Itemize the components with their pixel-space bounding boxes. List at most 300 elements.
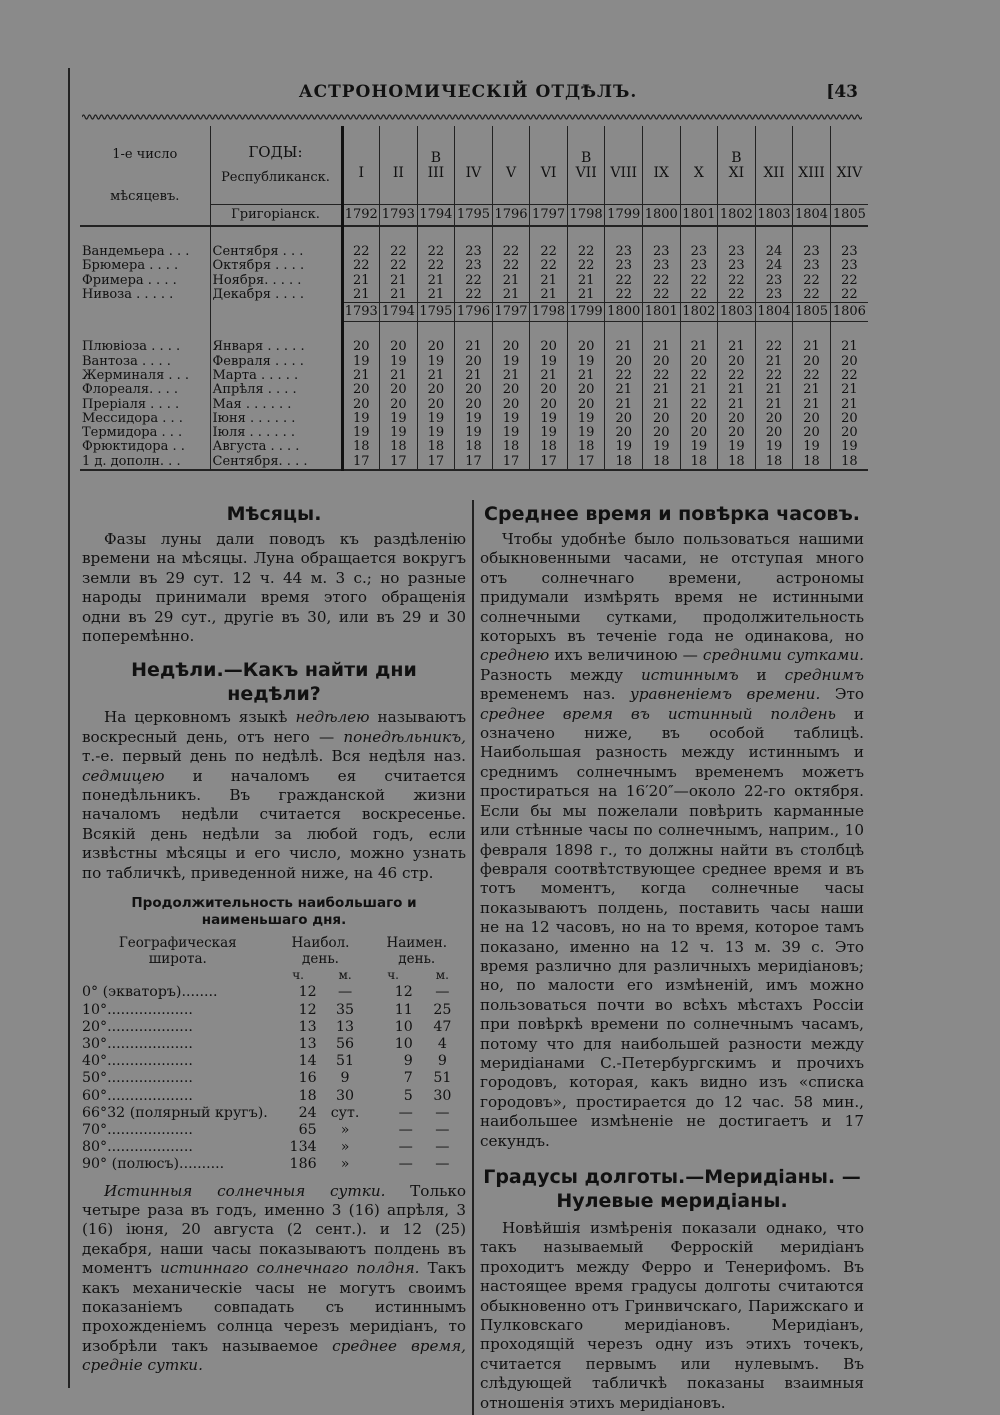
year-cell: 1803 — [755, 205, 793, 227]
daylength-row — [82, 1105, 466, 1122]
day-cell: 20 — [755, 412, 793, 426]
daylength-nh: — — [398, 1156, 413, 1173]
day-cell: 20 — [567, 383, 605, 397]
day-cell: 18 — [718, 455, 756, 470]
day-cell: 20 — [417, 397, 455, 411]
republican-month: Преріаля . . . . — [82, 397, 180, 412]
day-cell: 19 — [455, 426, 493, 440]
year-cell: 1793 — [342, 303, 380, 322]
year-cell: 1800 — [643, 205, 681, 227]
true-solar-text: Истинныя солнечныя сутки. Только четыре раза въ годъ, именно 3 (16) апрѣля, 3 (16) іюня, 20 августа (2 сент.). и 12 (25) декабря, наши часы показываютъ полдень въ моментъ истиннаго солнечнаго полдня. Такъ какъ механическіе часы не могутъ своимъ показаніемъ совпадать съ истиннымъ прохожденіемъ солнца черезъ меридіанъ, то изобрѣли такъ называемое среднее время, средніе сутки. — [82, 1181, 467, 1375]
year-number-header: XII — [755, 126, 793, 205]
day-cell: 18 — [793, 455, 831, 470]
section-title: АСТРОНОМИЧЕСКІЙ ОТДѢЛЪ. — [298, 82, 638, 102]
day-cell: 22 — [342, 259, 380, 273]
day-cell: 21 — [530, 274, 568, 288]
republican-month: Термидора . . . — [82, 425, 183, 441]
year-cell: 1802 — [680, 303, 718, 322]
day-cell: 19 — [567, 354, 605, 368]
day-cell: 23 — [643, 245, 681, 259]
day-cell: 23 — [755, 274, 793, 288]
day-cell: 22 — [680, 397, 718, 411]
day-cell: 23 — [718, 259, 756, 273]
year-cell: 1795 — [417, 303, 455, 322]
day-cell: 18 — [417, 440, 455, 454]
day-cell: 20 — [380, 340, 418, 354]
day-cell: 20 — [643, 354, 681, 368]
year-cell: 1796 — [492, 205, 530, 227]
day-cell: 22 — [567, 245, 605, 259]
day-cell: 22 — [643, 274, 681, 288]
daylength-mh: 13 — [298, 1035, 317, 1052]
day-cell: 21 — [718, 340, 756, 354]
running-header — [68, 78, 868, 108]
year-number-header: IV — [455, 126, 493, 205]
calendar-row — [80, 340, 868, 354]
year-cell: 1793 — [380, 205, 418, 227]
calendar-row — [80, 412, 868, 426]
republican-month: Фрюктидора . . — [82, 440, 185, 455]
gregorian-month: Апрѣля . . . . — [210, 383, 342, 397]
daylength-mh: 12 — [298, 984, 317, 1001]
day-cell: 19 — [530, 354, 568, 368]
daylength-mm: сут. — [330, 1104, 360, 1121]
day-cell: 22 — [718, 288, 756, 303]
year-cell: 1797 — [492, 303, 530, 322]
day-cell: 21 — [643, 397, 681, 411]
day-cell: 20 — [830, 354, 868, 368]
republican-month: Фримера . . . . — [82, 273, 177, 288]
calendar-row — [80, 288, 868, 303]
day-cell: 21 — [492, 274, 530, 288]
daylength-mh: 134 — [289, 1139, 317, 1156]
day-cell: 19 — [417, 354, 455, 368]
gregorian-month: Сентября. . . . — [210, 455, 342, 470]
day-cell: 19 — [530, 412, 568, 426]
day-cell: 20 — [567, 397, 605, 411]
year-cell: 1799 — [567, 303, 605, 322]
daylength-lat: 40°................... — [82, 1053, 193, 1070]
daylength-mm: — — [337, 984, 353, 1001]
day-cell: 19 — [342, 426, 380, 440]
first-day-label: 1-е число — [112, 146, 178, 162]
day-cell: 20 — [680, 354, 718, 368]
daylength-row — [82, 984, 466, 1001]
republican-month: Вантоза . . . . — [82, 354, 171, 369]
day-cell: 21 — [567, 274, 605, 288]
year-number-header: V — [492, 126, 530, 205]
day-cell: 20 — [342, 383, 380, 397]
daylength-row — [82, 1088, 466, 1105]
day-cell: 18 — [680, 455, 718, 470]
unit-m: м. — [435, 968, 449, 983]
unit-m: м. — [338, 968, 352, 983]
calendar-row — [80, 383, 868, 397]
year-number-header: IX — [643, 126, 681, 205]
day-cell: 22 — [643, 369, 681, 383]
daylength-lat: 60°................... — [82, 1087, 193, 1104]
column-divider — [472, 500, 474, 1415]
day-cell: 21 — [530, 288, 568, 303]
day-cell: 21 — [793, 383, 831, 397]
day-cell: 22 — [643, 288, 681, 303]
day-cell: 21 — [680, 340, 718, 354]
day-cell: 22 — [830, 369, 868, 383]
first-day-header — [80, 126, 210, 226]
day-cell: 22 — [455, 274, 493, 288]
daylength-lat: 66°32 (полярный кругъ). — [82, 1104, 268, 1121]
daylength-nh: 9 — [403, 1053, 413, 1070]
year-cell: 1801 — [680, 205, 718, 227]
day-cell: 19 — [830, 440, 868, 454]
day-cell: 23 — [605, 259, 643, 273]
day-cell: 17 — [342, 455, 380, 470]
day-cell: 18 — [830, 455, 868, 470]
day-cell: 23 — [793, 259, 831, 273]
day-cell: 22 — [830, 288, 868, 303]
day-cell: 20 — [643, 412, 681, 426]
year-number-header: В VII — [567, 126, 605, 205]
daylength-nm: 47 — [433, 1018, 452, 1035]
calendar-table — [80, 126, 868, 471]
year-cell: 1801 — [643, 303, 681, 322]
day-cell: 21 — [643, 340, 681, 354]
day-cell: 22 — [718, 369, 756, 383]
day-cell: 23 — [455, 245, 493, 259]
day-cell: 19 — [492, 426, 530, 440]
year-cell: 1806 — [830, 303, 868, 322]
day-cell: 22 — [530, 245, 568, 259]
daylength-table — [82, 935, 466, 1173]
day-cell: 18 — [567, 440, 605, 454]
year-cell: 1795 — [455, 205, 493, 227]
daylength-row — [82, 1139, 466, 1156]
daylength-mh: 12 — [298, 1001, 317, 1018]
day-cell: 22 — [342, 245, 380, 259]
day-cell: 23 — [643, 259, 681, 273]
gregorian-month: Августа . . . . — [210, 440, 342, 454]
day-cell: 21 — [605, 397, 643, 411]
day-cell: 22 — [755, 340, 793, 354]
daylength-nm: 51 — [433, 1070, 452, 1087]
left-column — [82, 500, 466, 1376]
day-cell: 20 — [530, 397, 568, 411]
day-cell: 19 — [417, 412, 455, 426]
daylength-mh: 65 — [298, 1121, 317, 1138]
year-cell: 1794 — [380, 303, 418, 322]
daylength-nm: 4 — [437, 1035, 447, 1052]
months-heading: Мѣсяцы. — [226, 503, 322, 525]
day-cell: 18 — [455, 440, 493, 454]
day-cell: 20 — [530, 340, 568, 354]
day-cell: 19 — [380, 426, 418, 440]
day-cell: 21 — [680, 383, 718, 397]
weeks-heading: Недѣли.—Какъ найти дни недѣли? — [131, 659, 417, 706]
daylength-nm: — — [435, 1121, 450, 1138]
day-cell: 19 — [417, 426, 455, 440]
meridians-heading: Градусы долготы.—Меридіаны. — Нулевые меридіаны. — [483, 1166, 861, 1212]
daylength-mm: 35 — [336, 1001, 355, 1018]
day-cell: 19 — [342, 354, 380, 368]
day-cell: 22 — [830, 274, 868, 288]
republican-month: Брюмера . . . . — [82, 259, 179, 274]
day-cell: 21 — [455, 340, 493, 354]
day-cell: 22 — [680, 274, 718, 288]
day-cell: 23 — [755, 288, 793, 303]
day-cell: 21 — [718, 397, 756, 411]
day-cell: 20 — [793, 412, 831, 426]
daylength-mm: » — [340, 1156, 350, 1173]
day-cell: 23 — [718, 245, 756, 259]
day-cell: 22 — [567, 259, 605, 273]
daylength-nh: 5 — [403, 1087, 413, 1104]
republican-month: Жерминаля . . . — [82, 368, 190, 383]
gregorian-month: Ноября. . . . . — [210, 274, 342, 288]
republican-month: Флореаля. . . . — [82, 383, 179, 398]
day-cell: 23 — [605, 245, 643, 259]
daylength-lat: 50°................... — [82, 1070, 193, 1087]
daylength-lat: 10°................... — [82, 1001, 193, 1018]
day-cell: 19 — [718, 440, 756, 454]
daylength-mm: 13 — [336, 1018, 355, 1035]
daylength-lat: 80°................... — [82, 1139, 193, 1156]
day-cell: 22 — [680, 369, 718, 383]
daylength-mm: 9 — [340, 1070, 350, 1087]
day-cell: 20 — [830, 412, 868, 426]
daylength-mh: 24 — [298, 1104, 317, 1121]
daylength-nh: 10 — [394, 1018, 413, 1035]
day-cell: 20 — [417, 383, 455, 397]
day-cell: 18 — [755, 455, 793, 470]
year-number-header: В III — [417, 126, 455, 205]
day-cell: 23 — [793, 245, 831, 259]
republican-month: 1 д. дополн. . . — [80, 455, 210, 470]
day-cell: 21 — [530, 369, 568, 383]
calendar-row — [80, 440, 868, 454]
col-max: Наибол. день. — [291, 935, 350, 968]
year-number-header: VIII — [605, 126, 643, 205]
year-number-header: XIII — [793, 126, 831, 205]
day-cell: 19 — [605, 440, 643, 454]
years-label: ГОДЫ: — [248, 143, 303, 161]
day-cell: 21 — [793, 397, 831, 411]
daylength-row — [82, 1002, 466, 1019]
day-cell: 19 — [380, 412, 418, 426]
republican-month: Мессидора . . . — [82, 411, 183, 426]
daylength-mh: 186 — [289, 1156, 317, 1173]
day-cell: 20 — [492, 340, 530, 354]
day-cell: 19 — [342, 412, 380, 426]
day-cell: 21 — [567, 369, 605, 383]
day-cell: 22 — [530, 259, 568, 273]
meridians-text: Новѣйшія измѣренія показали однако, что такъ называемый Ферроскій меридіанъ проходитъ между Ферро и Тенерифомъ. Въ настоящее время градусы долготы считаются обыкновенно отъ Гринвичскаго, Парижскаго и Пулковскаго меридіановъ. Меридіанъ, проходящій черезъ одну изъ этихъ точекъ, считается первымъ или нулевымъ. Въ слѣдующей табличкѣ показаны взаимныя отношенія этихъ меридіановъ. — [480, 1219, 864, 1412]
year-cell: 1798 — [530, 303, 568, 322]
day-cell: 20 — [455, 383, 493, 397]
day-cell: 21 — [605, 340, 643, 354]
year-number-header: VI — [530, 126, 568, 205]
gregorian-month: Іюня . . . . . . — [210, 412, 342, 426]
day-cell: 21 — [417, 288, 455, 303]
day-cell: 21 — [342, 369, 380, 383]
daylength-nm: 9 — [437, 1053, 447, 1070]
day-cell: 21 — [793, 340, 831, 354]
day-cell: 20 — [793, 426, 831, 440]
daylength-mh: 16 — [298, 1070, 317, 1087]
day-cell: 22 — [718, 274, 756, 288]
daylength-lat: 20°................... — [82, 1018, 193, 1035]
year-cell: 1805 — [830, 205, 868, 227]
year-cell: 1799 — [605, 205, 643, 227]
meantime-text: Чтобы удобнѣе было пользоваться нашими обыкновенными часами, не отступая много отъ солнечнаго времени, астрономы придумали измѣрять время не истинными солнечными сутками, продолжительность которыхъ въ теченіе года не одинакова, но среднею ихъ величиною — средними сутками. Разность между истиннымъ и среднимъ временемъ наз. уравненіемъ времени. Это среднее время въ истинный полдень и означено ниже, въ особой таблицѣ. Наибольшая разность между истиннымъ и среднимъ солнечнымъ временемъ можетъ простираться на 16′20″—около 22-го октября. Если бы мы пожелали повѣрить карманные или стѣнные часы по солнечнымъ, наприм., 10 февраля 1898 г., то должны найти въ столбцѣ февраля соотвѣтствующее среднее время и въ тотъ моментъ, когда солнечные часы показываютъ полдень, поставить часы наши не на 12 часовъ, но на то время, которое тамъ показано, именно на 12 ч. 13 м. 39 с. Это время различно для различныхъ меридіановъ; но, по малости его измѣненій, имъ можно пользоваться почти во всѣхъ мѣстахъ Россіи при повѣркѣ времени по солнечнымъ часамъ, потому что для наибольшей разности между меридіанами С.-Петербургскимъ и прочихъ городовъ, которая, какъ видно изъ «списка городовъ», простирается до 12 час. 58 мин., наибольшее измѣненіе не достигаетъ и 17 секундъ. — [480, 530, 865, 1150]
day-cell: 20 — [643, 426, 681, 440]
day-cell: 19 — [567, 426, 605, 440]
day-cell: 17 — [530, 455, 568, 470]
day-cell: 22 — [605, 369, 643, 383]
daylength-nh: — — [398, 1121, 413, 1138]
daylength-nh: 10 — [394, 1035, 413, 1052]
page-number: [43 — [826, 82, 858, 102]
day-cell: 17 — [380, 455, 418, 470]
day-cell: 20 — [530, 383, 568, 397]
daylength-lat: 70°................... — [82, 1121, 193, 1138]
unit-h: ч. — [292, 968, 304, 983]
daylength-row — [82, 1070, 466, 1087]
day-cell: 23 — [680, 259, 718, 273]
day-cell: 22 — [605, 274, 643, 288]
day-cell: 20 — [417, 340, 455, 354]
day-cell: 22 — [605, 288, 643, 303]
day-cell: 18 — [530, 440, 568, 454]
day-cell: 22 — [793, 369, 831, 383]
meantime-heading: Среднее время и повѣрка часовъ. — [484, 503, 860, 525]
calendar-row — [80, 455, 868, 470]
daylength-row — [82, 1156, 466, 1173]
day-cell: 21 — [755, 354, 793, 368]
year-cell: 1797 — [530, 205, 568, 227]
day-cell: 21 — [830, 397, 868, 411]
year-cell: 1803 — [718, 303, 756, 322]
day-cell: 21 — [755, 397, 793, 411]
page — [68, 68, 868, 1412]
republican-month: Плювіоза . . . . — [82, 340, 181, 355]
year-number-header: XIV — [830, 126, 868, 205]
year-cell: 1804 — [793, 205, 831, 227]
day-cell: 20 — [380, 383, 418, 397]
day-cell: 18 — [492, 440, 530, 454]
daylength-row — [82, 1019, 466, 1036]
day-cell: 19 — [755, 440, 793, 454]
calendar-row — [80, 369, 868, 383]
calendar-row — [80, 274, 868, 288]
year-cell: 1798 — [567, 205, 605, 227]
day-cell: 21 — [567, 288, 605, 303]
weeks-text: На церковномъ языкѣ недѣлею называютъ воскресный день, отъ него — понедѣльникъ, т.-е. первый день по недѣлѣ. Вся недѣля наз. седмицею и началомъ ея считается понедѣльникъ. Въ гражданской жизни началомъ недѣли считается воскресенье. Всякій день недѣли за любой годъ, если извѣстны мѣсяцы и его число, можно узнать по табличкѣ, приведенной ниже, на 46 стр. — [82, 708, 466, 882]
calendar-row — [80, 397, 868, 411]
year-number-header: X — [680, 126, 718, 205]
day-cell: 23 — [830, 259, 868, 273]
calendar-row — [80, 426, 868, 440]
day-cell: 22 — [680, 288, 718, 303]
day-cell: 21 — [643, 383, 681, 397]
daylength-lat: 30°................... — [82, 1035, 193, 1052]
day-cell: 23 — [680, 245, 718, 259]
day-cell: 20 — [380, 397, 418, 411]
day-cell: 17 — [455, 455, 493, 470]
day-cell: 21 — [380, 274, 418, 288]
day-cell: 20 — [755, 426, 793, 440]
wavy-rule — [82, 112, 862, 122]
year-cell: 1802 — [718, 205, 756, 227]
day-cell: 20 — [718, 412, 756, 426]
day-cell: 20 — [718, 426, 756, 440]
day-cell: 19 — [793, 440, 831, 454]
day-cell: 19 — [380, 354, 418, 368]
gregorian-month: Марта . . . . . — [210, 369, 342, 383]
day-cell: 17 — [417, 455, 455, 470]
day-cell: 20 — [830, 426, 868, 440]
day-cell: 24 — [755, 245, 793, 259]
day-cell: 24 — [755, 259, 793, 273]
months-text: Фазы луны дали поводъ къ раздѣленію времени на мѣсяцы. Луна обращается вокругъ земли въ 29 сут. 12 ч. 44 м. 3 с.; но разные народы принимали время этого обращенія одни въ 29 сут., другіе въ 30, или въ 29 и 30 поперемѣнно. — [82, 530, 466, 646]
unit-h: ч. — [387, 968, 399, 983]
day-cell: 21 — [417, 369, 455, 383]
day-cell: 20 — [605, 412, 643, 426]
year-cell: 1804 — [755, 303, 793, 322]
day-cell: 23 — [830, 245, 868, 259]
day-cell: 20 — [342, 397, 380, 411]
day-cell: 22 — [492, 259, 530, 273]
gregorian-month: Мая . . . . . . — [210, 397, 342, 411]
daylength-lat: 0° (экваторъ)........ — [82, 984, 218, 1001]
daylength-row — [82, 1036, 466, 1053]
year-cell: 1805 — [793, 303, 831, 322]
day-cell: 19 — [567, 412, 605, 426]
day-cell: 22 — [492, 245, 530, 259]
day-cell: 18 — [605, 455, 643, 470]
gregorian-month: Сентября . . . — [210, 245, 342, 259]
day-cell: 21 — [455, 369, 493, 383]
day-cell: 20 — [680, 426, 718, 440]
day-cell: 20 — [455, 397, 493, 411]
daylength-mm: » — [340, 1121, 350, 1138]
day-cell: 22 — [455, 288, 493, 303]
day-cell: 21 — [605, 383, 643, 397]
daylength-nh: — — [398, 1104, 413, 1121]
months-label: мѣсяцевъ. — [110, 188, 180, 204]
daylength-mm: 56 — [336, 1035, 355, 1052]
gregorian-month: Февраля . . . . — [210, 354, 342, 368]
day-cell: 21 — [492, 288, 530, 303]
daylength-row — [82, 1053, 466, 1070]
day-cell: 22 — [380, 259, 418, 273]
day-cell: 19 — [643, 440, 681, 454]
day-cell: 18 — [342, 440, 380, 454]
daylength-lat: 90° (полюсъ).......... — [82, 1156, 225, 1173]
gregorian-month: Декабря . . . . — [210, 288, 342, 303]
day-cell: 23 — [455, 259, 493, 273]
daylength-nm: 25 — [433, 1001, 452, 1018]
day-cell: 21 — [342, 288, 380, 303]
daylength-nm: 30 — [433, 1087, 452, 1104]
year-cell: 1796 — [455, 303, 493, 322]
day-cell: 20 — [605, 354, 643, 368]
daylength-nm: — — [435, 1156, 450, 1173]
day-cell: 19 — [492, 354, 530, 368]
republican-month: Вандемьера . . . — [82, 245, 190, 260]
day-cell: 20 — [605, 426, 643, 440]
calendar-row — [80, 354, 868, 368]
day-cell: 19 — [680, 440, 718, 454]
